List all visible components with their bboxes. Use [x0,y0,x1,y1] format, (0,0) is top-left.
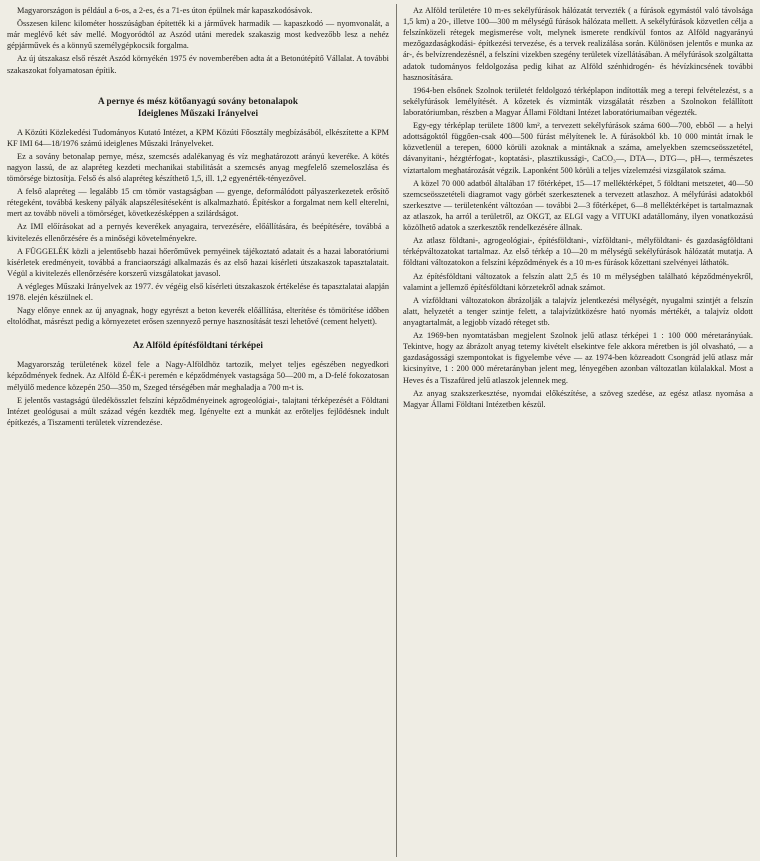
paragraph: Magyarország területének közel fele a Nagy-Alföldhöz tartozik, melyet teljes egészében negyedkori képződmények fednek. Az Alföld É-ÉK-i peremén e képződmények vastagsága 50—200 m, a D-felé fokozatosan mélyülő medence közepén 250—350 m, Szeged térségében már meghaladja a 700 m-t is. [7,360,389,392]
paragraph: Az Alföld területére 10 m-es sekélyfúrások hálózatát tervezték ( a fúrások egymástól való távolsága 1,5 km) a 20-, illetve 100—300 m mélységű fúrások hálózata mellett. A sekélyfúrások közvetlen célja a felszínközeli rétegek megismerése volt, melynek ismerete rendkívül fontos az Alföld nagyarányú mezőgazdaságkodási- építkezési tervezése, és a tervek realizálása során. Különösen jelentős e munka az ár-, és belvízrendezésnél, a felszíni vizekben szegény területek vízellátásában. A mélyfúrások szolgáltatta adatok tudományos feldolgozása pedig kihat az Alföld szénhidrogén- és hévízkincsének további hasznosítására. [403,6,753,82]
left-column [7,5,389,857]
column-divider [396,4,397,857]
paragraph: Magyarországon is például a 6-os, a 2-es, és a 71-es úton épülnek már kapaszkodósávok. [17,6,313,15]
paragraph: Az IMI előírásokat ad a pernyés keverékek anyagaira, tervezésére, előállítására, és beépítésére, továbbá a kivitelezés ellenőrzésére és a minőségi követelményekre. [7,222,389,243]
paragraph: Az 1969-ben nyomtatásban megjelent Szolnok jelű atlasz térképei 1 : 100 000 méretarányúak. Tekintve, hogy az ábrázolt anyag tetemy kivételt elsekintve fele akkora méretben is jól olvasható, — a gazdaságossági szempontokat is figyelembe véve — az 1974-ben közreadott Csongrád jelű atlasz már kicsinyítve, 1 : 200 000 méretarányban jelent meg, lényegében azonban változatlan külalakkal. Most a Heves és a Tiszafüred jelű atlaszok jelennek meg. [403,331,753,385]
paragraph: A felső alapréteg — legalább 15 cm tömör vastagságban — gyenge, deformálódott pályaszerkezetek erősítő rétegeként, továbbá keskeny pályák alapszélesítéseként is alkalmazható. Építéskor a forgalmat nem kell elterelni, mert az tovább növeli a tömörséget, következésképpen a szilárdságot. [7,187,389,219]
paragraph: A FÜGGELÉK közli a jelentősebb hazai hőerőművek pernyéinek tájékoztató adatait és a hazai laboratóriumi kísérletek eredményeit, továbbá a franciaországi alkalmazás és az első hazai kísérleti útszakaszok tapasztalatait. Végül a kivitelezés ellenőrzésére korszerű vizsgálatokat javasol. [7,246,389,278]
paragraph: Nagy előnye ennek az új anyagnak, hogy egyrészt a beton keverék előállítása, elterítése és tömörítése időben eltolódhat, másrészt pedig a környezetet erősen szennyező pernye hasznosítását teszi lehetővé (cement helyett). [7,306,389,327]
paragraph: Az építésföldtani változatok a felszín alatt 2,5 és 10 m mélységben található képződményekről, valamint a jellemző építésföldtani körzetekről adnak számot. [403,271,753,292]
section-heading-alfold: Az Alföld építésföldtani térképei [132,340,264,351]
paragraph: Összesen kilenc kilométer hosszúságban építették ki a járművek harmadik — kapaszkodó — nyomvonalát, a már meglévő két sáv mellé. Mogyoródtól az Aszód utáni meredek szakaszig most kedvezőbb lesz a nehéz gépjárművek és a könnyű személygépkocsik forgalma. [7,19,389,51]
section-heading-pernye [7,96,389,120]
paragraph: Az új útszakasz első részét Aszód környékén 1975 év novemberében adta át a Betonútépítő Vállalat. A további szakaszokat folyamatosan építik. [7,54,389,75]
paragraph: A Közúti Közlekedési Tudományos Kutató Intézet, a KPM Közúti Főosztály megbízásából, elkészítette a KPM KF IMI 64—18/1976 számú ideiglenes Műszaki Irányelveket. [7,127,389,148]
paragraph: E jelentős vastagságú üledékösszlet felszíni képződményeinek agrogeológiai-, talajtani térképezését a Földtani Intézet geológusai a múlt század végén kezdték meg. Igényelte ezt a munkát az erőteljes fejlődésnek indult építkezés, a Tiszamenti területek vízrendezése. [7,395,389,427]
paragraph: Egy-egy térképlap területe 1800 km², a tervezett sekélyfúrások száma 600—700, ebből — a helyi adottságoktól függően-csak 400—500 fúrást mélyítenek le. A fúrásokból kb. 10 000 mintát írnak le közvetlenül a terepen, 6000 körüli azoknak a mintáknak a száma, amelyekben szemcseösszetétel, dávanyitani-, hézgtérfogat-, koptatási-, plasztikussági-, CaCO₃—, DTA—, DTG—, pH—, természetes víztartalom meghatározását végzik. Laponként 500 körüli a teljes vízelemzési vizsgálatok száma. [403,121,753,175]
paragraph: Ez a sovány betonalap pernye, mész, szemcsés adalékanyag és víz meghatározott arányú keveréke. A kötés nagyon lassú, de az alapréteg kezdeti mechanikai stabilitását a szemcsés anyag megfelelő szemeloszlása és tömörsége biztosítja. Felső és alsó alapréteg készíthető 1,5, ill. 1,2 egyenérték-tényezővel. [7,151,389,183]
heading-line: Ideiglenes Műszaki Irányelvei [137,107,259,118]
paragraph: A végleges Műszaki Irányelvek az 1977. év végéig első kísérleti útszakaszok értékelése és tapasztalatai alapján 1978. elején készülnek el. [7,281,389,303]
heading-line: A pernye és mész kötőanyagú sovány betonalapok [97,95,299,106]
right-column [403,5,753,857]
paragraph: 1964-ben elsőnek Szolnok területét feldolgozó térképlapon indították meg a terepi felvételezést, s a sekélyfúrások lemélyítését. A kőzetek és vízminták vizsgálatát részben a Szolnokon felállított laboratóriumban, részben a Magyar Állami Földtani Intézet laboratóriumaiban végezték. [403,85,753,117]
paragraph: Az atlasz földtani-, agrogeológiai-, építésföldtani-, vízföldtani-, mélyföldtani- és gazdaságföldtani térképváltozatokat tartalmaz. Az első térkép a 10—20 m mélységű sekélyfúrások hálózatát mutatja. A földtani változatokon a felszíni képződmények és a 10 m-es fúrások kőzettani szelvényei láthatók. [403,236,753,268]
paragraph: A vízföldtani változatokon ábrázolják a talajvíz jelentkezési mélységét, nyugalmi szintjét a felszín alatt, helyzetét a tenger szintje felett, a talajvízütközésre ható nyomás mértékét, a talajvíz oldott anyagtartalmát, a legjobb vízadó réteget stb. [403,295,753,327]
paragraph: A közel 70 000 adatból általában 17 főtérképet, 15—17 melléktérképet, 5 földtani metszetet, 40—50 szemcseösszetételi diagramot vagy görbét szerkesztenek a tervezett atlaszhoz. A mélyfúrási adatokból szerkesztve — területenként változóan — további 2—3 főtérképet, 6—8 melléktérképet is tartalmaznak az atlaszok, ha arról a területről, az OKGT, az ELGI vagy a VITUKI adatállomány, ilyen vonatkozású közölhető adatok a szerkesztők rendelkezésére állnak. [403,178,753,233]
paragraph: Az anyag szakszerkesztése, nyomdai előkészítése, a szöveg szedése, az egész atlasz nyomása a Magyar Állami Földtani Intézetben készül. [403,388,753,409]
